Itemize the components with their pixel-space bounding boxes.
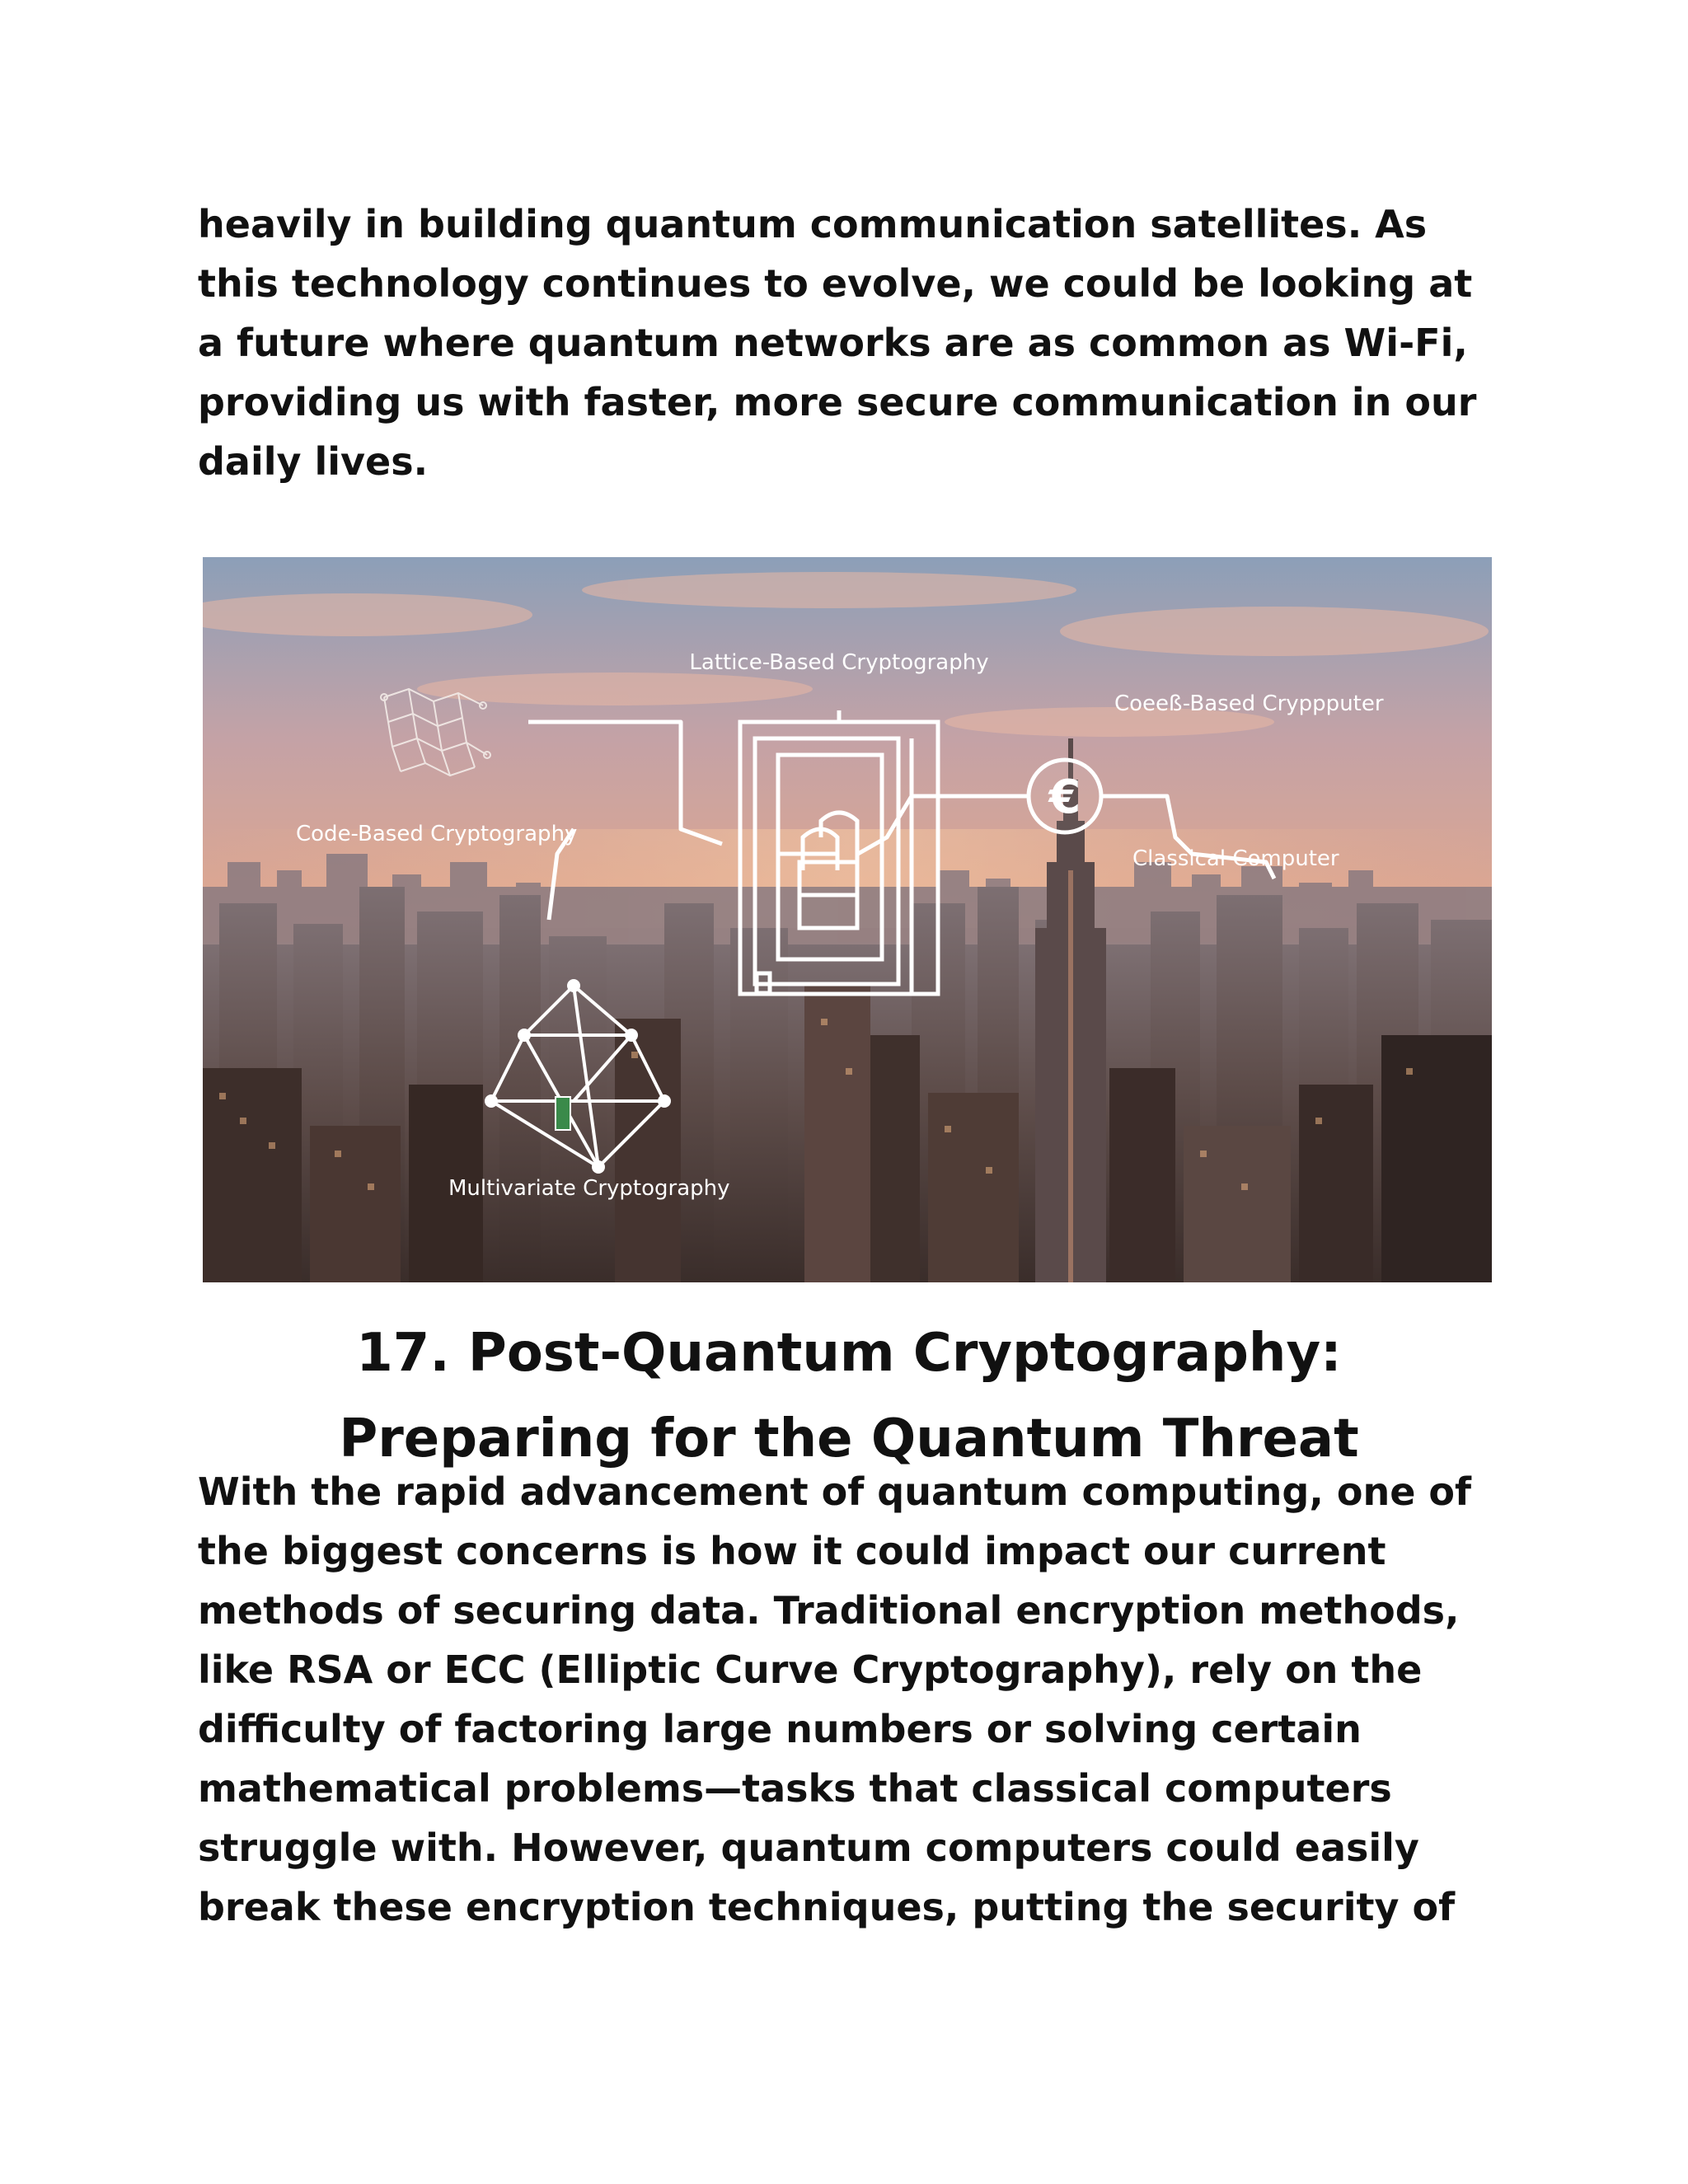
body-paragraph: With the rapid advancement of quantum computing, one of the biggest concerns is how it could impact our current methods of securing data. Traditional encryption methods, like RSA or ECC (Elliptic Curve Cryptography), rely on the difficulty of factoring large numbers or solving certain mathematical problems—tasks that classical computers struggle with. However, quantum computers could easily break these encryption techniques, putting the security of xyxy=(198,1469,1472,1929)
euro-coin-icon xyxy=(1029,760,1101,832)
label-classical-computer: Classical Computer xyxy=(1132,846,1339,871)
section-heading-line1 xyxy=(198,1310,1500,1396)
label-coeeb-based: Coeeß-Based Cryppputer xyxy=(1114,691,1384,716)
label-multivariate: Multivariate Cryptography xyxy=(448,1176,730,1201)
label-lattice: Lattice-Based Cryptography xyxy=(689,650,989,675)
section-title-line1: Post-Quantum Cryptography: xyxy=(467,1323,1342,1384)
intro-paragraph: heavily in building quantum communication satellites. As this technology continues to evolve, we could be looking at a future where quantum networks are as common as Wi-Fi, providing us with faster, more secure communication in our daily lives. xyxy=(198,202,1477,484)
section-number: 17. xyxy=(356,1323,450,1384)
section-heading xyxy=(198,1310,1500,1482)
euro-symbol: € xyxy=(1048,771,1081,824)
label-code-based: Code-Based Cryptography xyxy=(296,822,578,846)
section-title-line2: Preparing for the Quantum Threat xyxy=(339,1408,1359,1469)
cryptography-city-illustration xyxy=(203,557,1492,1282)
